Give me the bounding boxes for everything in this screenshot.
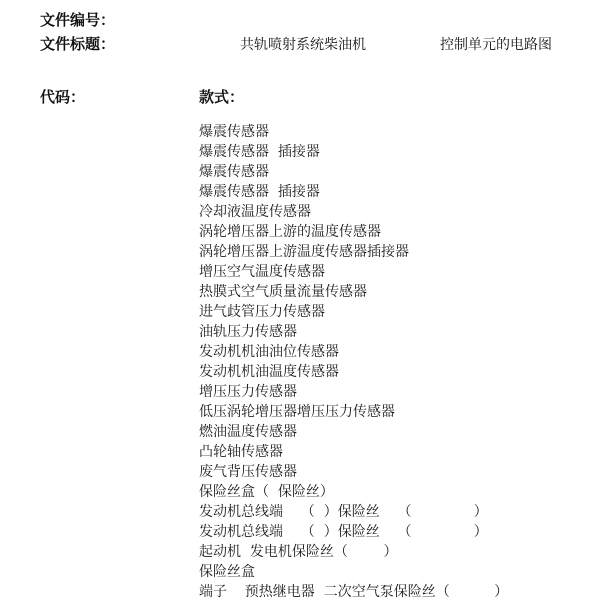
list-item: 凸轮轴传感器 (199, 444, 283, 460)
list-item: 爆震传感器 (199, 164, 269, 180)
list-item: 进气歧管压力传感器 (199, 304, 325, 320)
list-item: 涡轮增压器上游温度传感器插接器 (199, 244, 409, 260)
list-item: 废气背压传感器 (199, 464, 297, 480)
list-item: 端子 预热继电器 二次空气泵保险丝（ ） (199, 584, 509, 598)
list-item: 爆震传感器 (199, 124, 269, 140)
code-label: 代码： (40, 88, 86, 106)
list-item: 热膜式空气质量流量传感器 (199, 284, 367, 300)
doc-title-label: 文件标题： (40, 35, 116, 53)
list-item: 保险丝盒 (199, 564, 255, 580)
list-item: 涡轮增压器上游的温度传感器 (199, 224, 381, 240)
list-item: 冷却液温度传感器 (199, 204, 311, 220)
list-item: 增压空气温度传感器 (199, 264, 325, 280)
list-item: 发动机机油油位传感器 (199, 344, 339, 360)
doc-title-value-left: 共轨喷射系统柴油机 (240, 37, 366, 53)
doc-number-label: 文件编号： (40, 11, 116, 29)
list-item: 发动机总线端 （ ）保险丝 （ ） (199, 524, 488, 540)
list-item: 燃油温度传感器 (199, 424, 297, 440)
list-item: 保险丝盒（ 保险丝） (199, 484, 334, 500)
doc-title-value-right: 控制单元的电路图 (440, 37, 552, 53)
list-item: 增压压力传感器 (199, 384, 297, 400)
component-list (199, 122, 508, 598)
list-item: 发动机总线端 （ ）保险丝 （ ） (199, 504, 488, 520)
list-item: 爆震传感器 插接器 (199, 184, 320, 200)
style-label: 款式： (199, 88, 245, 106)
list-item: 油轨压力传感器 (199, 324, 297, 340)
list-item: 爆震传感器 插接器 (199, 144, 320, 160)
list-item: 低压涡轮增压器增压压力传感器 (199, 404, 395, 420)
list-item: 发动机机油温度传感器 (199, 364, 339, 380)
list-item: 起动机 发电机保险丝（ ） (199, 544, 398, 560)
